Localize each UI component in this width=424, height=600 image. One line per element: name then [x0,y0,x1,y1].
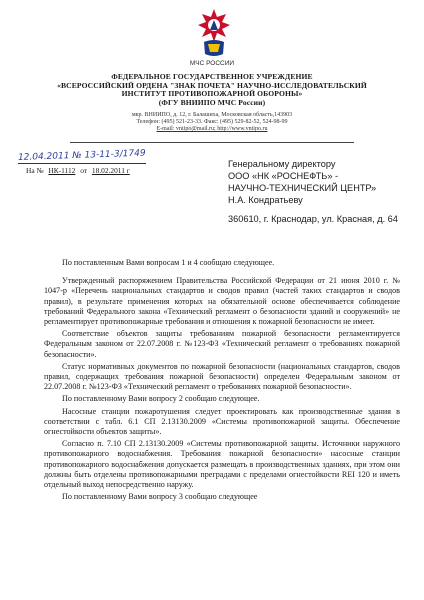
addressee-line: ООО «НК «РОСНЕФТЬ» - [228,171,339,181]
handwritten-outgoing-number: 12.04.2011 № 13-11-3/1749 [17,148,146,163]
addressee-line: НАУЧНО-ТЕХНИЧЕСКИЙ ЦЕНТР» [228,183,377,193]
org-line: «ВСЕРОССИЙСКИЙ ОРДЕНА "ЗНАК ПОЧЕТА" НАУЧНО-ИССЛЕДОВАТЕЛЬСКИЙ [57,80,367,90]
organization-name [20,73,404,107]
letter-body [44,258,400,502]
outgoing-number-underline [18,163,146,164]
paragraph: Соответствие объектов защиты требованиям пожарной безопасности регламентируется Федеральным законом от 22.07.2008 г. №123-ФЗ «Технический регламент о требованиях пожарной безопасности». [44,329,400,359]
paragraph: Утвержденный распоряжением Правительства Российской Федерации от 21 июня 2010 г. № 1047-р «Перечень национальных стандартов и сводов правил (частей таких стандартов и сводов правил), в результате применения которых на обязательной основе обеспечивается соблюдение требований Федерального закона «Технический регламент о безопасности зданий и сооружений» не регламентирует противопожарные требования и отношения к пожарной безопасности не имеет. [44,276,400,327]
addressee-block [228,158,418,206]
ref-prefix: На № [26,166,44,175]
emergency-ministry-emblem-icon [196,8,232,58]
addressee-line: Н.А. Кондратьеву [228,195,303,205]
paragraph: Статус нормативных документов по пожарной безопасности (национальных стандартов, сводов правил, содержащих требования пожарной безопасности) определен Федеральным законом от 22.07.2008 г. №123-ФЗ «Технический регламент о требованиях пожарной безопасности». [44,361,400,392]
incoming-reference [26,166,133,175]
paragraph: По поставленному Вами вопросу 3 сообщаю следующее [62,492,258,502]
paragraph: Насосные станции пожаротушения следует проектировать как производственные здания в соответствии с табл. 6.1 СП 2.13130.2009 «Системы противопожарной защиты. Обеспечение огнестойкости объектов защиты». [44,406,400,437]
ref-number: НК-1112 [48,166,76,175]
addressee-line: Генеральному директору [228,159,336,169]
org-line: ИНСТИТУТ ПРОТИВОПОЖАРНОЙ ОБОРОНЫ» [121,89,303,99]
header-divider [70,142,354,143]
paragraph: Согласно п. 7.10 СП 2.13130.2009 «Системы противопожарной защиты. Источники наружного противопожарного водоснабжения. Требования пожарной безопасности» насосные станции противопожарного водоснабжения допускается размещать в производственных зданиях, при этом они должны быть отделены противопожарными преградами с пределами огнестойкости REI 120 и иметь отдельный выход непосредственно наружу. [44,439,400,490]
paragraph: По поставленным Вами вопросам 1 и 4 сообщаю следующее. [62,258,275,267]
ref-from: от [80,166,88,175]
org-line: (ФГУ ВНИИПО МЧС России) [158,97,266,107]
contact-block [0,112,424,134]
email-web[interactable]: E-mail: vniipo@mail.ru; http://www.vniipo.ru [156,126,268,133]
postal-address: мкр. ВНИИПО, д. 12, г. Балашиха, Московская область,143903 [131,112,293,118]
ref-date: 18.02.2011 г [91,166,130,175]
logo-caption: МЧС РОССИИ [189,60,235,67]
phone-fax: Телефон: (495) 521-23-33. Факс: (495) 529-82-52, 524-98-99 [136,119,288,126]
addressee-address: 360610, г. Краснодар, ул. Красная, д. 64 [228,214,398,224]
paragraph: По поставленному Вами вопросу 2 сообщаю следующее. [62,394,260,404]
org-line: ФЕДЕРАЛЬНОЕ ГОСУДАРСТВЕННОЕ УЧРЕЖДЕНИЕ [111,72,313,81]
